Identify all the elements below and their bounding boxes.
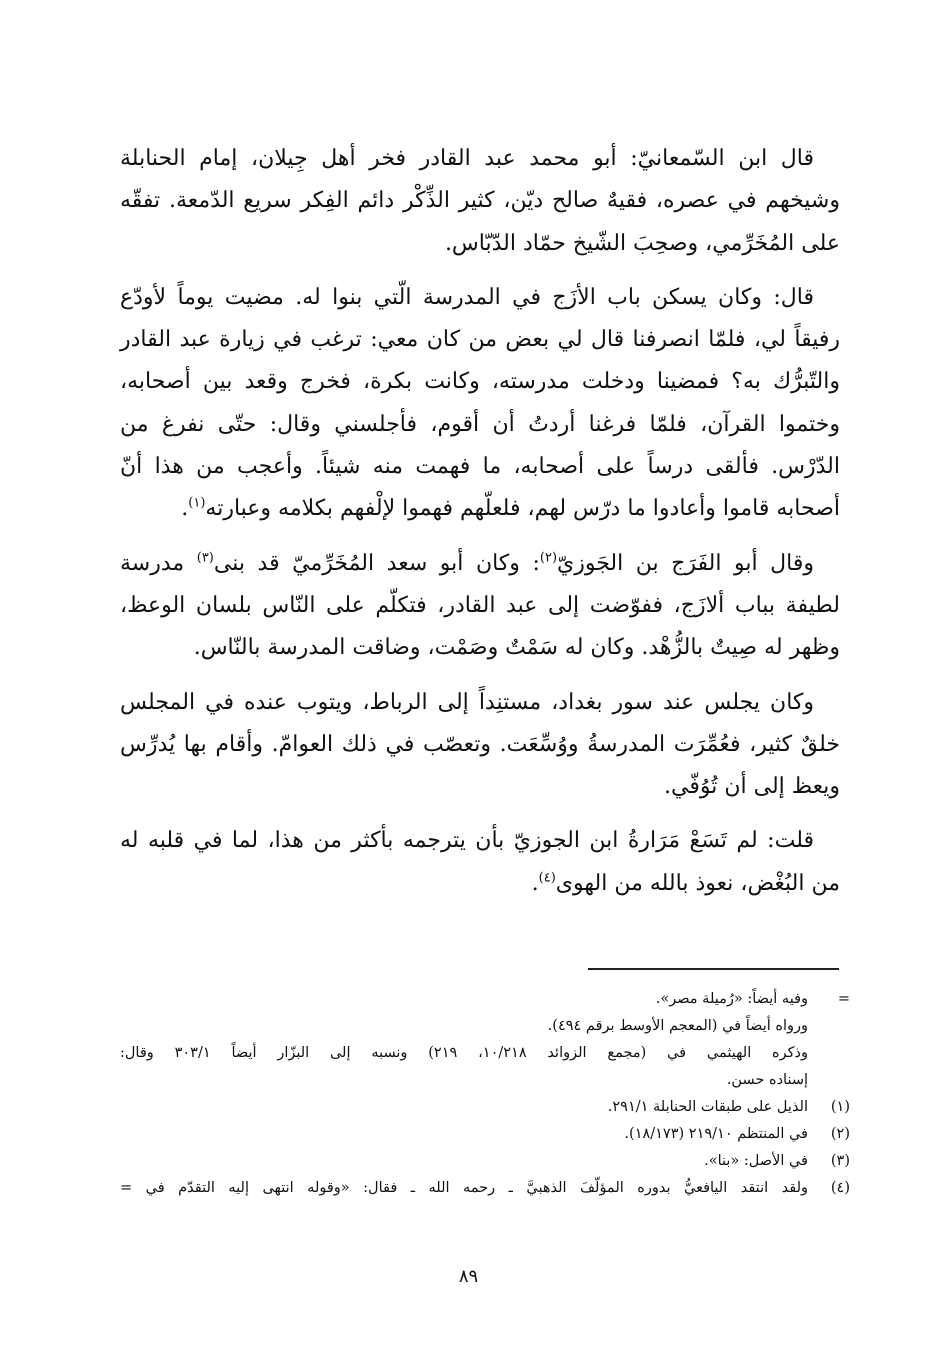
paragraph-text: وكان يجلس عند سور بغداد، مستنِداً إلى الرباط، ويتوب عنده في المجلس خلقٌ كثير، فعُمِّرَت المدرسةُ ووُسِّعَت. وتعصّب في ذلك العوامّ. وأقام بها يُدرِّس ويعظ إلى أن تُوُفّي. [120, 689, 840, 800]
footnote-line [120, 1148, 850, 1175]
paragraph-text: . [181, 496, 189, 522]
paragraph [120, 682, 840, 809]
footnote-text: ورواه أيضاً في (المعجم الأوسط برقم ٤٩٤). [547, 1018, 808, 1034]
paragraph-text: وقال أبو الفَرَج بن الجَوزيّ [557, 550, 815, 576]
footnote-reference: (٢) [539, 550, 558, 566]
paragraph [120, 138, 840, 265]
footnote-text: في الأصل: «بنا». [704, 1153, 808, 1169]
footnote-line [120, 1067, 850, 1094]
footnote-label: = [837, 991, 850, 1007]
page-number: ٨٩ [458, 1266, 479, 1287]
footnote-line [120, 1175, 850, 1202]
paragraph-text: . [531, 870, 539, 896]
footnote-label: (٣) [830, 1153, 850, 1169]
footnote-reference: (١) [188, 496, 206, 512]
footnote-text: وذكره الهيثمي في (مجمع الزوائد ١٠/٢١٨، ٢١٩) ونسبه إلى البزّار أيضاً ٣٠٣/١ وقال: [120, 1045, 808, 1061]
paragraph-text: قلت: لم تَسَعْ مَرَارةُ ابن الجوزيّ بأن يترجمه بأكثر من هذا، لما في قلبه له من البُغْض، نعوذ بالله من الهوى [120, 828, 840, 896]
footnote-line [120, 1040, 850, 1067]
footnote-label: (٢) [830, 1126, 850, 1142]
footnote-text: إسناده حسن. [726, 1072, 808, 1088]
footnote-text: الذيل على طبقات الحنابلة ٢٩١/١. [607, 1099, 808, 1115]
footnote-text: ولقد انتقد اليافعيُّ بدوره المؤلّفَ الذهبيَّ ـ رحمه الله ـ فقال: «وقوله انتهى إليه التقدّم في = [120, 1180, 808, 1196]
footnote-reference: (٤) [538, 870, 556, 886]
paragraph-text: قال ابن السّمعانيّ: أبو محمد عبد القادر فخر أهل جِيلان، إمام الحنابلة وشيخهم في عصره، فقيهٌ صالح ديّن، كثير الذِّكْر دائم الفِكر سريع الدّمعة. تفقّه على المُخَرِّمي، وصحِبَ الشّيخ حمّاد الدّبّاس. [120, 146, 840, 256]
footnote-line [120, 1013, 850, 1040]
paragraph [120, 277, 840, 531]
footnote-reference: (٣) [196, 550, 214, 566]
footnote-text: وفيه أيضاً: «رُميلة مصر». [655, 991, 808, 1007]
footnote-line [120, 1121, 850, 1148]
footnote-label: (٤) [830, 1180, 850, 1196]
footnote-text: في المنتظم ٢١٩/١٠ (١٨/١٧٣). [624, 1126, 808, 1142]
paragraph-text: قال: وكان يسكن باب الأزَج في المدرسة الّتي بنوا له. مضيت يوماً لأودّع رفيقاً لي، فلمّا انصرفنا قال لي بعض من كان معي: ترغب في زيارة عبد القادر والتّبرُّك به؟ فمضينا ودخلت مدرسته، وكانت بكرة، فخرج وقعد بين أصحابه، وختموا القرآن، فلمّا فرغنا أردتُ أن أقوم، فأجلسني وقال: حتّى نفرغ من الدّرْس. فألقى درساً على أصحابه، ما فهمت منه شيئاً. وأعجب من هذا أنّ أصحابه قاموا وأعادوا ما درّس لهم، فلعلّهم فهموا لإلْفهم بكلامه وعبارته [120, 284, 840, 522]
footnote-line [120, 986, 850, 1013]
footnote-label: (١) [830, 1099, 850, 1115]
paragraph [120, 543, 840, 670]
paragraph-text: : وكان أبو سعد المُخَرِّميّ قد بنى [213, 550, 540, 576]
footnote-line [120, 1094, 850, 1121]
main-text [120, 138, 840, 917]
paragraph [120, 820, 840, 905]
paragraph-text: مدرسة لطيفة بباب ألازَج، ففوّضت إلى عبد القادر، فتكلّم على النّاس بلسان الوعظ، وظهر له صِيتٌ بالزُّهْد. وكان له سَمْتٌ وصَمْت، وضاقت المدرسة بالنّاس. [120, 550, 840, 661]
footnote-separator [588, 968, 839, 970]
footnotes [120, 986, 850, 1202]
